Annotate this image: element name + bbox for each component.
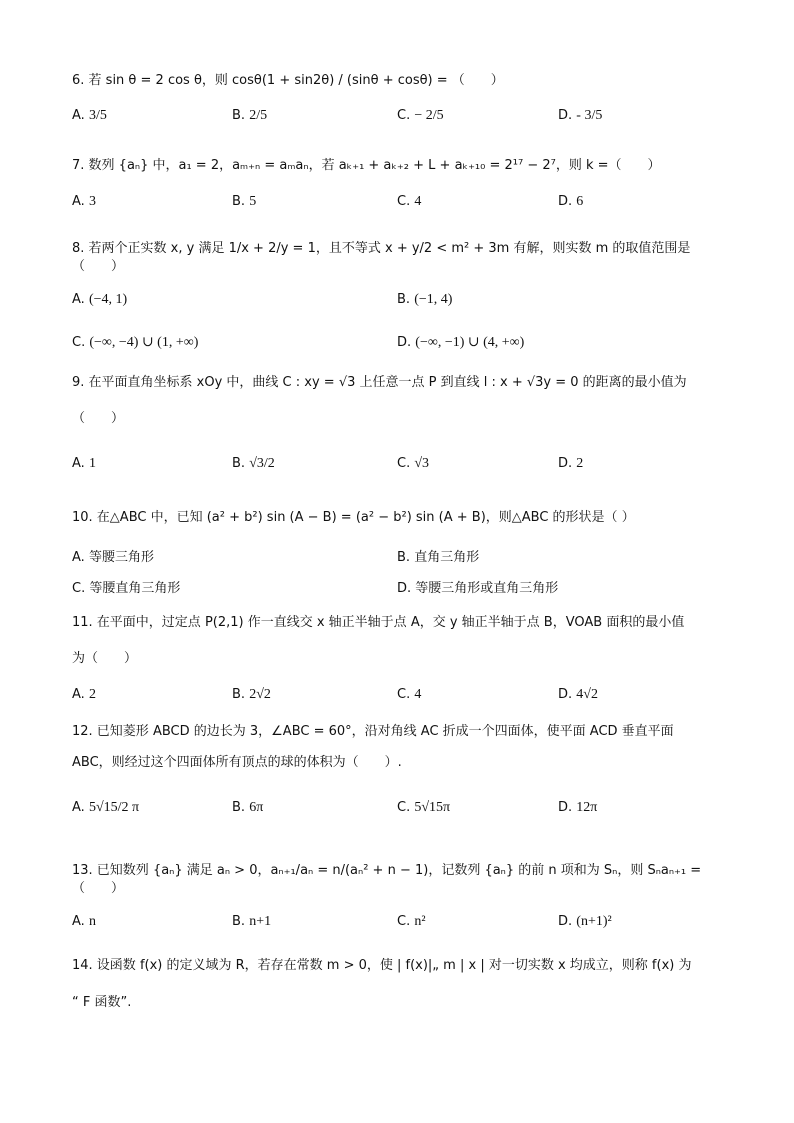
question-10-option-a: A. 等腰三角形	[72, 550, 154, 565]
question-9-option-d: D. 2	[558, 456, 584, 471]
question-7-stem: 7. 数列 {aₙ} 中，a₁ = 2，aₘ₊ₙ = aₘaₙ，若 aₖ₊₁ + aₖ₊₂ + L + aₖ₊₁₀ = 2¹⁷ − 2⁷，则 k =（ ）	[72, 158, 661, 173]
question-13-options	[72, 914, 732, 954]
question-13-stem: 13. 已知数列 {aₙ} 满足 aₙ > 0，aₙ₊₁/aₙ = n/(aₙ² + n − 1)，记数列 {aₙ} 的前 n 项和为 Sₙ，则 Sₙaₙ₊₁ =（ ）	[72, 863, 702, 896]
question-12-option-a: A. 5√15/2 π	[72, 800, 140, 815]
question-12-option-c: C. 5√15π	[397, 800, 451, 815]
question-12-stem: 12. 已知菱形 ABCD 的边长为 3，∠ABC = 60°，沿对角线 AC 折成一个四面体，使平面 ACD 垂直平面	[72, 724, 674, 739]
question-9-option-b: B. √3/2	[232, 456, 275, 471]
question-8-stem: 8. 若两个正实数 x, y 满足 1/x + 2/y = 1，且不等式 x + y/2 < m² + 3m 有解，则实数 m 的取值范围是（ ）	[72, 241, 691, 274]
question-12-options	[72, 800, 732, 840]
question-11-option-a: A. 2	[72, 687, 96, 702]
question-11-option-c: C. 4	[397, 687, 422, 702]
question-10-stem: 10. 在△ABC 中，已知 (a² + b²) sin (A − B) = (a² − b²) sin (A + B)，则△ABC 的形状是（ ）	[72, 510, 635, 525]
question-11-option-d: D. 4√2	[558, 687, 598, 702]
question-11-stem: 11. 在平面中，过定点 P(2,1) 作一直线交 x 轴正半轴于点 A，交 y 轴正半轴于点 B，VOAB 面积的最小值	[72, 615, 685, 630]
question-6-option-d: D. - 3/5	[558, 108, 603, 123]
question-12-stem-cont: ABC，则经过这个四面体所有顶点的球的体积为（ ）.	[72, 755, 402, 770]
question-11-option-b: B. 2√2	[232, 687, 271, 702]
question-7-option-c: C. 4	[397, 194, 422, 209]
question-6-stem: 6. 若 sin θ = 2 cos θ，则 cosθ(1 + sin2θ) / (sinθ + cosθ) = （ ）	[72, 73, 504, 88]
question-7-option-b: B. 5	[232, 194, 257, 209]
question-6-options	[72, 108, 732, 148]
question-6-option-c: C. − 2/5	[397, 108, 444, 123]
question-14-stem-cont: “ F 函数”.	[72, 995, 132, 1010]
question-13-option-c: C. n²	[397, 914, 426, 929]
question-12-option-b: B. 6π	[232, 800, 264, 815]
question-7-options	[72, 194, 732, 234]
question-10-option-c: C. 等腰直角三角形	[72, 581, 181, 596]
question-8-option-a: A. (−4, 1)	[72, 292, 128, 307]
question-9-option-a: A. 1	[72, 456, 96, 471]
question-9-stem: 9. 在平面直角坐标系 xOy 中，曲线 C : xy = √3 上任意一点 P 到直线 l : x + √3y = 0 的距离的最小值为	[72, 375, 687, 390]
question-10-option-d: D. 等腰三角形或直角三角形	[397, 581, 559, 596]
question-8-option-d: D. (−∞, −1) ∪ (4, +∞)	[397, 335, 525, 350]
question-14-stem: 14. 设函数 f(x) 的定义域为 R，若存在常数 m > 0，使 | f(x)|„ m | x | 对一切实数 x 均成立，则称 f(x) 为	[72, 958, 692, 973]
question-13-option-d: D. (n+1)²	[558, 914, 612, 929]
question-9-options	[72, 456, 732, 496]
question-13-option-a: A. n	[72, 914, 96, 929]
question-11-stem-cont: 为（ ）	[72, 651, 138, 666]
question-8-option-b: B. (−1, 4)	[397, 292, 453, 307]
question-11-options	[72, 687, 732, 727]
question-10-option-b: B. 直角三角形	[397, 550, 480, 565]
question-6-option-a: A. 3/5	[72, 108, 107, 123]
question-9-option-c: C. √3	[397, 456, 430, 471]
question-7-option-d: D. 6	[558, 194, 584, 209]
question-8-option-c: C. (−∞, −4) ∪ (1, +∞)	[72, 335, 199, 350]
question-7-option-a: A. 3	[72, 194, 96, 209]
question-6-option-b: B. 2/5	[232, 108, 268, 123]
question-12-option-d: D. 12π	[558, 800, 598, 815]
question-9-stem-cont: （ ）	[72, 411, 125, 426]
question-13-option-b: B. n+1	[232, 914, 272, 929]
